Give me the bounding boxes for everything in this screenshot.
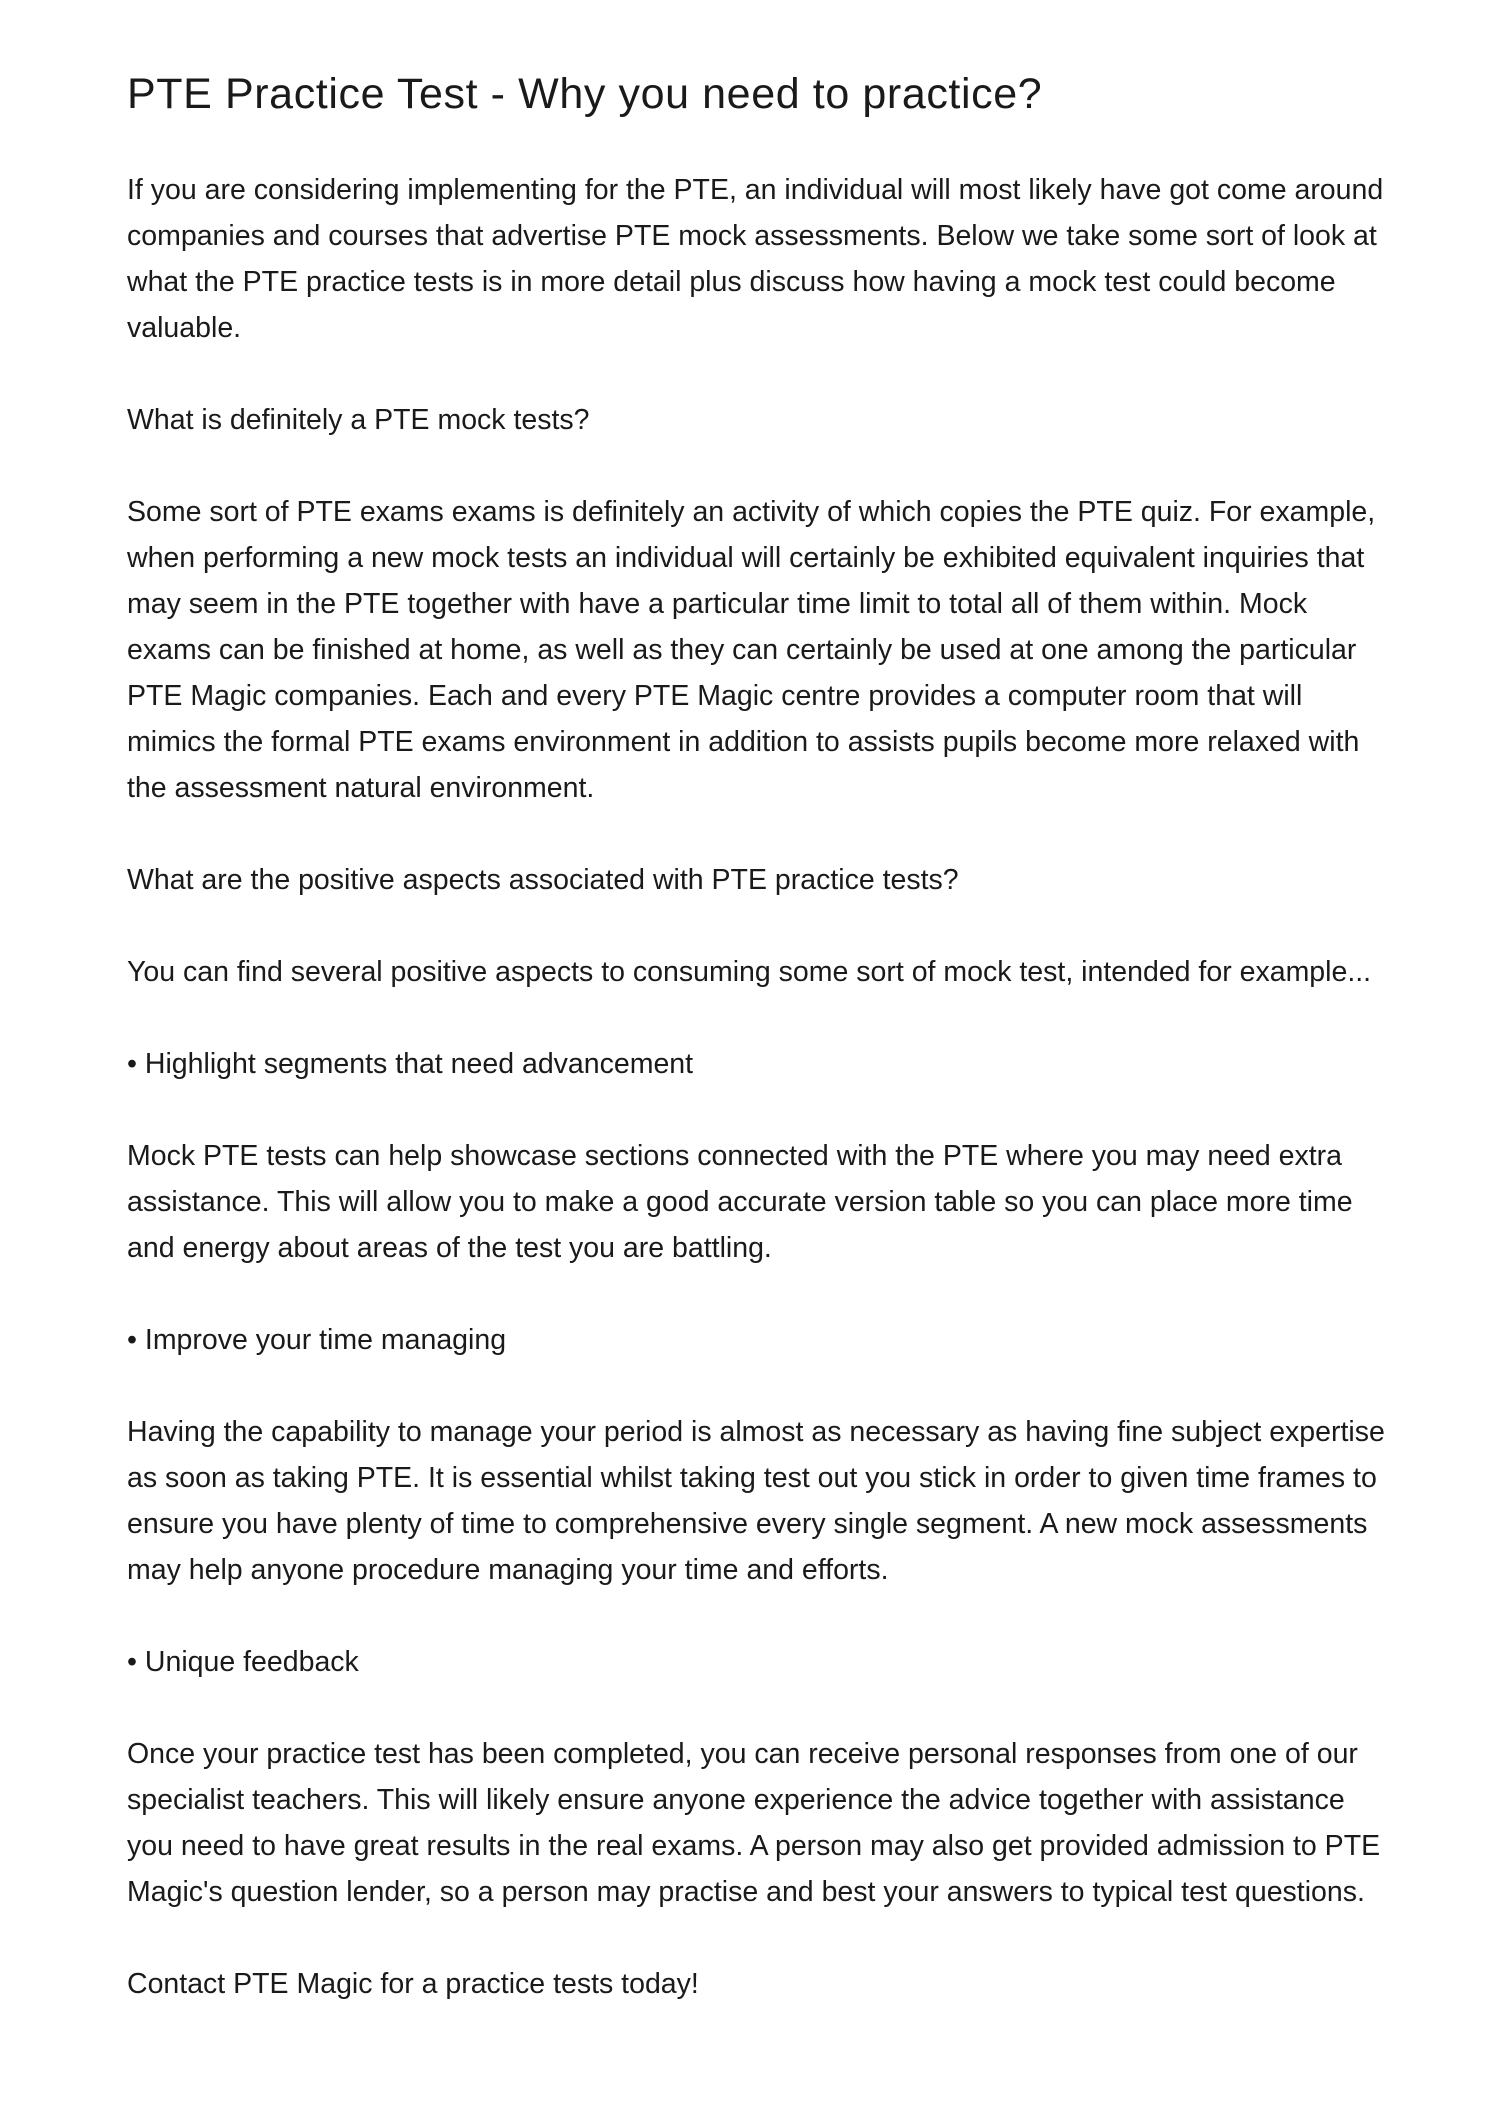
document-page: [127, 64, 1397, 2007]
contact-paragraph: Contact PTE Magic for a practice tests today!: [127, 1968, 699, 2000]
bullet-unique-feedback: • Unique feedback: [127, 1646, 359, 1678]
bullet-time-managing: • Improve your time managing: [127, 1324, 507, 1356]
intro-paragraph: If you are considering implementing for the PTE, an individual will most likely have got come around companies and courses that advertise PTE mock assessments. Below we take some sort of look at what the PTE practice tests is in more detail plus discuss how having a mock test could become valuable.: [127, 174, 1384, 344]
benefits-heading: What are the positive aspects associated with PTE practice tests?: [127, 864, 959, 896]
bullet-highlight-segments: • Highlight segments that need advancement: [127, 1048, 694, 1080]
time-managing-paragraph: Having the capability to manage your period is almost as necessary as having fine subject expertise as soon as taking PTE. It is essential whilst taking test out you stick in order to given time frames to ensure you have plenty of time to comprehensive every single segment. A new mock assessments may help anyone procedure managing your time and efforts.: [127, 1416, 1385, 1586]
question-heading: What is definitely a PTE mock tests?: [127, 404, 590, 436]
benefits-intro: You can find several positive aspects to consuming some sort of mock test, intended for example...: [127, 956, 1372, 988]
highlight-segments-paragraph: Mock PTE tests can help showcase sections connected with the PTE where you may need extra assistance. This will allow you to make a good accurate version table so you can place more time and energy about areas of the test you are battling.: [127, 1140, 1353, 1264]
mock-test-description: Some sort of PTE exams exams is definitely an activity of which copies the PTE quiz. For example, when performing a new mock tests an individual will certainly be exhibited equivalent inquiries that may seem in the PTE together with have a particular time limit to total all of them within. Mock exams can be finished at home, as well as they can certainly be used at one among the particular PTE Magic companies. Each and every PTE Magic centre provides a computer room that will mimics the formal PTE exams environment in addition to assists pupils become more relaxed with the assessment natural environment.: [127, 496, 1376, 804]
page-title: PTE Practice Test - Why you need to practice?: [127, 70, 1043, 118]
unique-feedback-paragraph: Once your practice test has been completed, you can receive personal responses from one of our specialist teachers. This will likely ensure anyone experience the advice together with assistance you need to have great results in the real exams. A person may also get provided admission to PTE Magic's question lender, so a person may practise and best your answers to typical test questions.: [127, 1738, 1381, 1908]
